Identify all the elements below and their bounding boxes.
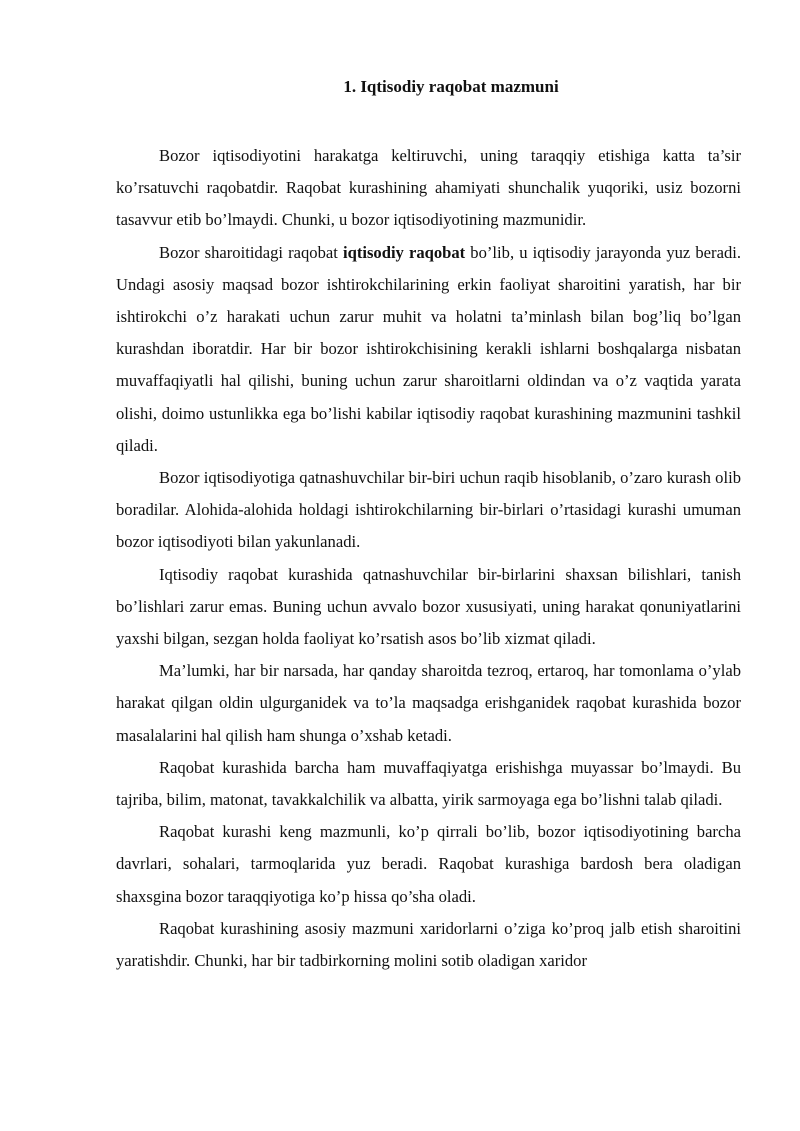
document-body (116, 140, 741, 977)
paragraph-2-lead: Bozor sharoitidagi raqobat (159, 242, 343, 262)
paragraph-1: Bozor iqtisodiyotini harakatga keltiruvchi, uning taraqqiy etishiga katta ta’sir ko’rsatuvchi raqobatdir. Raqobat kurashining ahamiyati shunchalik yuqoriki, usiz bozorni tasavvur etib bo’lmaydi. Chunki, u bozor iqtisodiyotining mazmunidir. (116, 146, 741, 230)
paragraph-2-rest: bo’lib, u iqtisodiy jarayonda yuz beradi. Undagi asosiy maqsad bozor ishtirokchilarining erkin faoliyat sharoitini yaratish, har bir ishtirokchi o’z harakati uchun zarur muhit va holatni ta’minlash bilan bog’liq bo’lgan kurashdan iboratdir. Har bir bozor ishtirokchisining kerakli ishlarni boshqalarga nisbatan muvaffaqiyatli hal qilishi, buning uchun zarur sharoitlarni oldindan va o’z vaqtida yarata olishi, doimo ustunlikka ega bo’lishi kabilar iqtisodiy raqobat kurashining mazmunini tashkil qiladi. (116, 242, 741, 455)
paragraph-8: Raqobat kurashining asosiy mazmuni xaridorlarni o’ziga ko’proq jalb etish sharoitini yaratishdir. Chunki, har bir tadbirkorning molini sotib oladigan xaridor (116, 918, 741, 971)
bold-term: iqtisodiy raqobat (342, 242, 466, 262)
paragraph-4: Iqtisodiy raqobat kurashida qatnashuvchilar bir-birlarini shaxsan bilishlari, tanish bo’lishlari zarur emas. Buning uchun avvalo bozor xususiyati, uning harakat qonuniyatlarini yaxshi bilgan, sezgan holda faoliyat ko’rsatish asos bo’lib xizmat qiladi. (116, 564, 741, 649)
paragraph-7: Raqobat kurashi keng mazmunli, ko’p qirrali bo’lib, bozor iqtisodiyotining barcha davrlari, sohalari, tarmoqlarida yuz beradi. Raqobat kurashiga bardosh bera oladigan shaxsgina bozor taraqqiyotiga ko’p hissa qo’sha oladi. (116, 822, 741, 906)
paragraph-6: Raqobat kurashida barcha ham muvaffaqiyatga erishishga muyassar bo’lmaydi. Bu tajriba, bilim, matonat, tavakkalchilik va albatta, yirik sarmoyaga ega bo’lishni talab qiladi. (116, 757, 741, 810)
paragraph-2 (116, 237, 741, 462)
paragraph-5: Ma’lumki, har bir narsada, har qanday sharoitda tezroq, ertaroq, har tomonlama o’ylab harakat qilgan oldin ulgurganidek va to’la maqsadga erishganidek raqobat kurashida bozor masalalarini hal qilish ham shunga o’xshab ketadi. (116, 661, 741, 745)
paragraph-3: Bozor iqtisodiyotiga qatnashuvchilar bir-biri uchun raqib hisoblanib, o’zaro kurash olib boradilar. Alohida-alohida holdagi ishtirokchilarning bir-birlari o’rtasidagi kurashi umuman bozor iqtisodiyoti bilan yakunlanadi. (116, 468, 741, 552)
section-title: 1. Iqtisodiy raqobat mazmuni (343, 77, 559, 96)
